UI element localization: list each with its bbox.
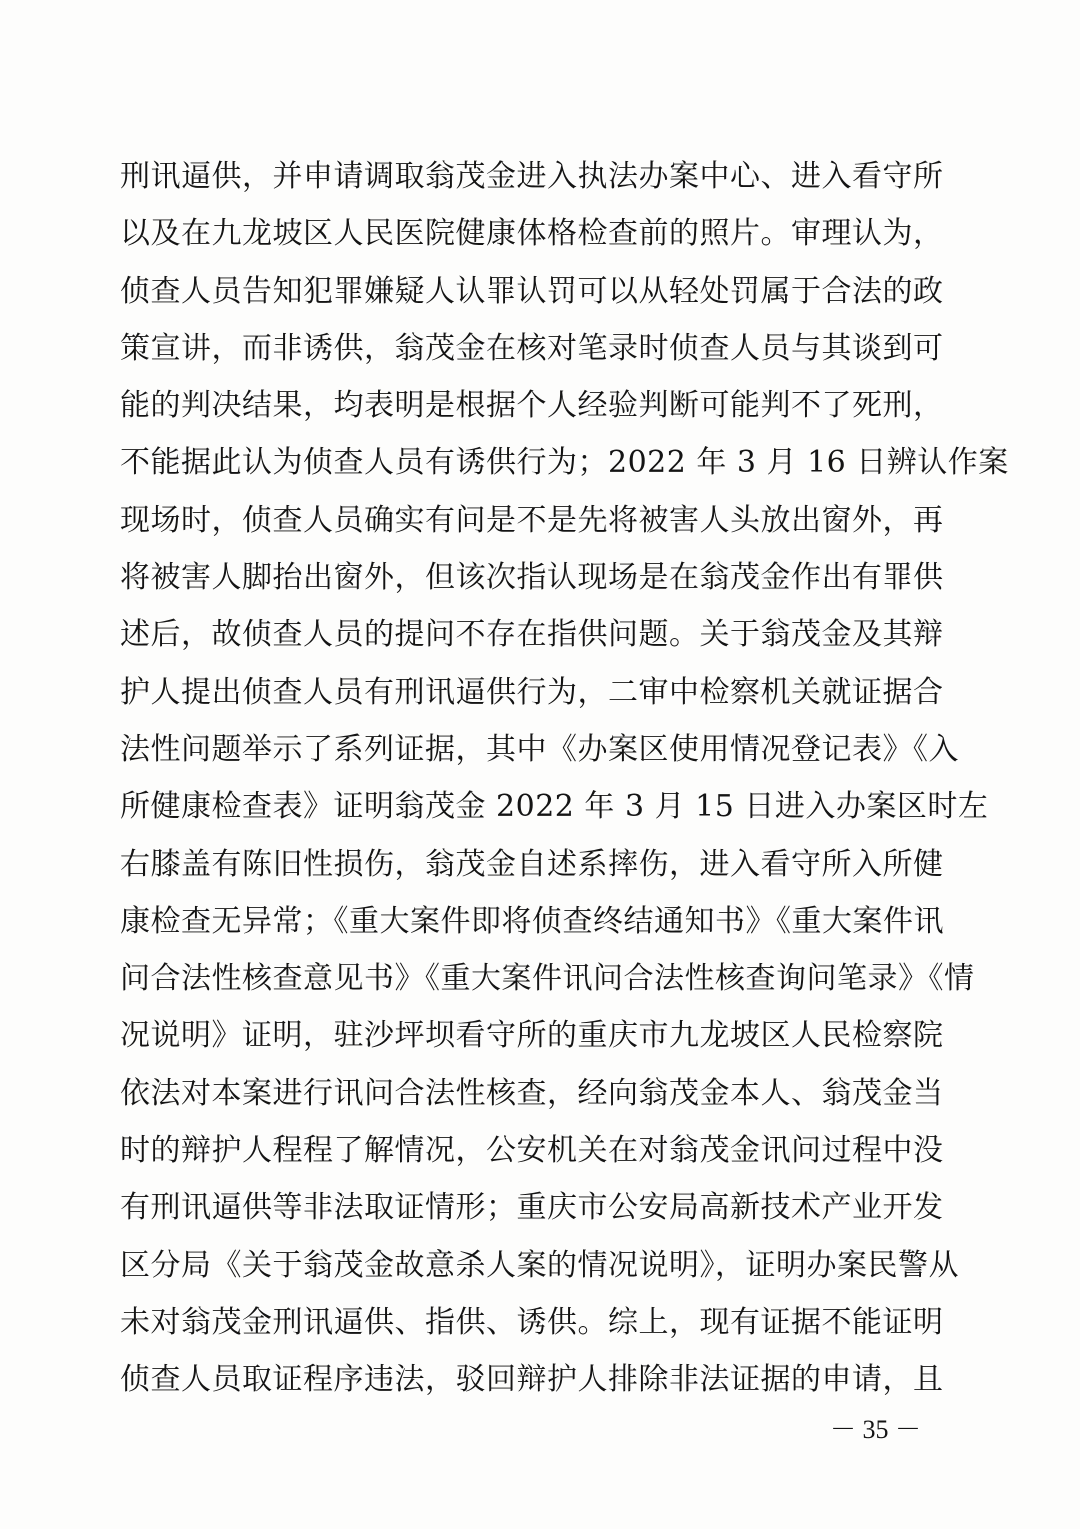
text-line: 述后，故侦查人员的提问不存在指供问题。关于翁茂金及其辩 <box>120 617 944 653</box>
text-line: 刑讯逼供，并申请调取翁茂金进入执法办案中心、进入看守所 <box>120 159 944 194</box>
text-line: 侦查人员取证程序违法，驳回辩护人排除非法证据的申请，且 <box>120 1362 944 1398</box>
text-line: 以及在九龙坡区人民医院健康体格检查前的照片。审理认为， <box>120 216 944 252</box>
page-number: － 35 － <box>830 1415 922 1444</box>
text-line: 有刑讯逼供等非法取证情形；重庆市公安局高新技术产业开发 <box>120 1190 944 1226</box>
text-line: 康检查无异常；《重大案件即将侦查终结通知书》《重大案件讯 <box>120 903 944 939</box>
text-line: 未对翁茂金刑讯逼供、指供、诱供。综上，现有证据不能证明 <box>120 1304 944 1340</box>
text-line: 区分局《关于翁茂金故意杀人案的情况说明》，证明办案民警从 <box>120 1247 959 1283</box>
text-line: 策宣讲，而非诱供，翁茂金在核对笔录时侦查人员与其谈到可 <box>120 330 944 366</box>
text-line: 法性问题举示了系列证据，其中《办案区使用情况登记表》《入 <box>120 731 959 767</box>
text-line: 能的判决结果，均表明是根据个人经验判断可能判不了死刑， <box>120 388 944 424</box>
text-line: 护人提出侦查人员有刑讯逼供行为，二审中检察机关就证据合 <box>120 674 944 710</box>
text-line: 依法对本案进行讯问合法性核查，经向翁茂金本人、翁茂金当 <box>120 1075 944 1111</box>
text-line: 将被害人脚抬出窗外，但该次指认现场是在翁茂金作出有罪供 <box>120 560 944 596</box>
text-line: 现场时，侦查人员确实有问是不是先将被害人头放出窗外，再 <box>120 502 944 538</box>
body-text <box>120 148 1009 1409</box>
text-line: 况说明》证明，驻沙坪坝看守所的重庆市九龙坡区人民检察院 <box>120 1018 944 1054</box>
text-line: 不能据此认为侦查人员有诱供行为；2022 年 3 月 16 日辨认作案 <box>120 445 1009 481</box>
text-line: 侦查人员告知犯罪嫌疑人认罪认罚可以从轻处罚属于合法的政 <box>120 273 944 309</box>
text-line: 问合法性核查意见书》《重大案件讯问合法性核查询问笔录》《情 <box>120 961 975 997</box>
text-line: 时的辩护人程程了解情况，公安机关在对翁茂金讯问过程中没 <box>120 1133 944 1169</box>
text-line: 所健康检查表》证明翁茂金 2022 年 3 月 15 日进入办案区时左 <box>120 789 989 825</box>
text-line: 右膝盖有陈旧性损伤，翁茂金自述系摔伤，进入看守所入所健 <box>120 846 944 882</box>
